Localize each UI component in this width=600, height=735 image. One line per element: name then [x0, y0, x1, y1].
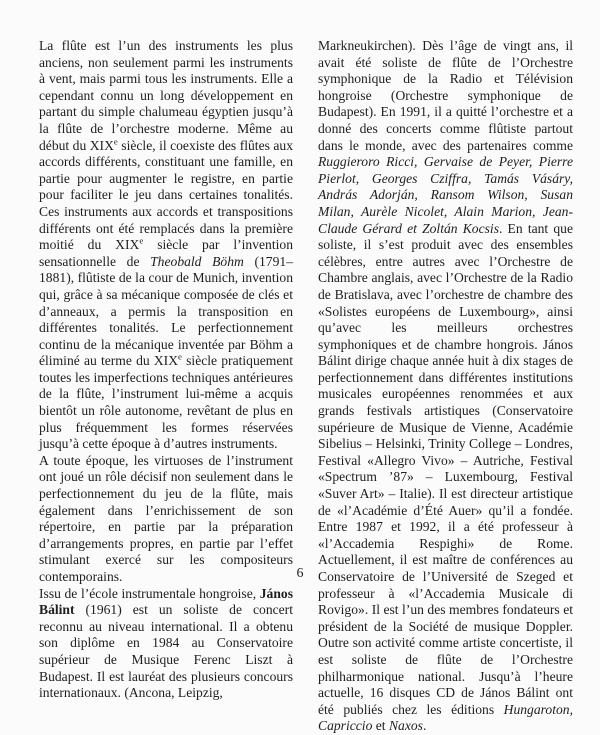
italic-name: Theobald Böhm [150, 253, 244, 269]
paragraph-biography-continued [318, 38, 573, 735]
text-run: siècle par l’invention sensationnelle de [39, 237, 293, 269]
text-run: . [422, 718, 427, 734]
text-run: (1791–1881), flûtiste de la cour de Munich, invention qui, grâce à sa mécanique composée de clés et d’anneaux, a permis la transposition en différentes tonalités. Le perfectionnement continu de la mécanique inventée par Böhm a éliminé au terme du XIX [39, 253, 293, 369]
text-run: La flûte est l’un des instruments les plus anciens, non seulement parmi les instruments à vent, mais parmi tous les instruments. Elle a cependant connu un long développement en partant du simple chalumeau égyptien jusqu’à la flûte de l’orchestre moderne. Même au début du XIX [39, 38, 293, 153]
text-run: . En tant que soliste, il s’est produit avec des ensembles célèbres, entre autres avec l’Orchestre de Chambre anglais, avec l’Orchestre de la Radio de Bratislava, avec l’orchestre de chambre des «Solistes européens de Luxembourg», ainsi qu’avec les meilleurs orchestres symphoniques et de chambre hongrois. János Bálint dirige chaque année huit à dix stages de perfectionnement dans différentes institutions musicales européennes renommées et aux grands festivals artistiques (Conservatoire supérieure de Musique de Vienne, Académie Sibelius – Helsinki, Trinity College – Londres, Festival «Allegro Vivo» – Autriche, Festival «Spectrum ’87» – Luxembourg, Festival «Suver Art» – Italie). Il est directeur artistique de «l’Académie d’Été Auer» qu’il a fondée. Entre 1987 et 1992, il a été professeur à «l’Accademia Respighi» de Rome. Actuellement, il est maître de conférences au Conservatoire de l’Université de Szeged et professeur à «l’Accademia Musicale di Rovigo». Il est l’un des membres fondateurs et président de la Société de musique Doppler. Outre son activité comme artiste concertiste, il est soliste de flûte de l’Orchestre philharmonique national. Jusqu’à l’heure actuelle, 16 disques CD de János Bálint ont été publiés chez les éditions [318, 220, 573, 717]
paragraph-virtuosos: A toute époque, les virtuoses de l’instrument ont joué un rôle décisif non seulement dans le perfectionnement du jeu de la flûte, mais également dans l’enrichissement de son répertoire, en partie par la préparation d’arrangements propres, en partie par l’effet stimulant exercé sur les compositeurs contemporains. [39, 452, 293, 584]
paragraph-flute-history [39, 38, 293, 453]
page-number: 6 [296, 566, 304, 581]
italic-record-labels: Hungaroton, Capriccio [318, 701, 573, 734]
text-run: Markneukirchen). Dès l’âge de vingt ans, il avait été soliste de flûte de l’Orchestre symphonique de la Radio et Télévision hongroise (Orchestre symphonique de Budapest). En 1991, il a quitté l’orchestre et a donné des concerts comme flûtiste partout dans le monde, avec des partenaires comme [318, 38, 573, 153]
left-text-column [39, 38, 293, 702]
text-run: (1961) est un soliste de concert reconnu au niveau international. Il a obtenu son diplôme en 1984 au Conservatoire supérieur de Musique Ferenc Liszt à Budapest. Il est lauréat des plusieurs concours internationaux. (Ancona, Leipzig, [39, 602, 293, 701]
superscript: e [139, 235, 144, 246]
italic-record-label: Naxos [388, 718, 423, 734]
paragraph-biography-start [39, 586, 293, 702]
text-run: et [372, 718, 389, 734]
bold-artist-name: János Bálint [39, 585, 293, 618]
text-run: siècle pratiquement toutes les imperfections techniques antérieures de la flûte, l’instrument lui-même a acquis bientôt un rôle autonome, revêtant de plus en plus fréquemment les formes réservées jusqu’à cette époque à d’autres instruments. [39, 353, 293, 452]
italic-partner-names: Ruggieroro Ricci, Gervaise de Peyer, Pierre Pierlot, Georges Cziffra, Tamás Vásáry, András Adorján, Ransom Wilson, Susan Milan, Aurèle Nicolet, Alain Marion, Jean-Claude Gérard et Zoltán Kocsis [318, 154, 573, 236]
right-text-column [318, 38, 573, 735]
text-run: Issu de l’école instrumentale hongroise, [39, 585, 260, 601]
superscript: e [113, 136, 118, 147]
superscript: e [178, 351, 182, 362]
text-run: siècle, il coexiste des flûtes aux accords différents, constituant une famille, en partie pour augmenter le registre, en partie pour faciliter le jeu dans certaines tonalités. Ces instruments aux accords et transpositions différents ont été remplacés dans la première moitié du XIX [39, 137, 293, 253]
